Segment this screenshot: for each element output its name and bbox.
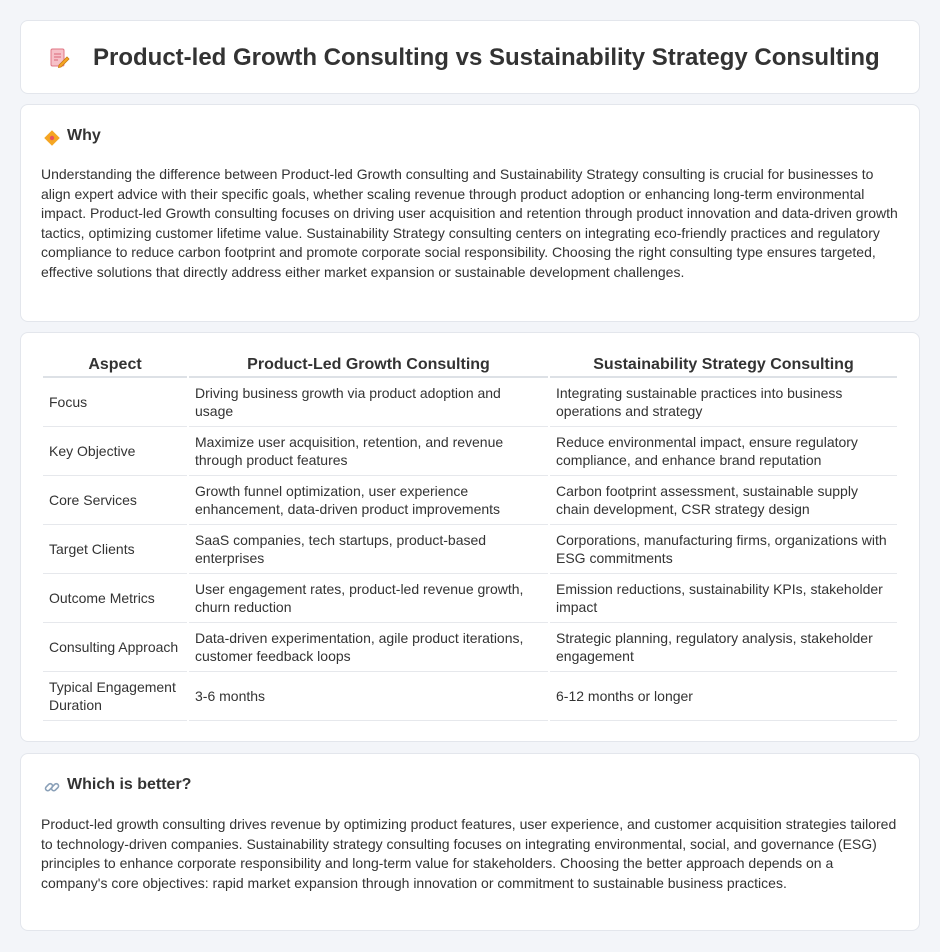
table-row [43,574,897,623]
row-sustainability: Reduce environmental impact, ensure regulatory compliance, and enhance brand reputation [550,427,897,476]
row-aspect: Consulting Approach [43,623,187,672]
why-section [20,104,920,322]
row-aspect: Target Clients [43,525,187,574]
row-sustainability: Integrating sustainable practices into business operations and strategy [550,378,897,427]
row-product-led: Data-driven experimentation, agile product iterations, customer feedback loops [189,623,548,672]
row-aspect: Typical Engagement Duration [43,672,187,721]
row-sustainability: Carbon footprint assessment, sustainable supply chain development, CSR strategy design [550,476,897,525]
diamond-icon [43,129,61,147]
table-row [43,427,897,476]
which-section [20,753,920,931]
table-row [43,525,897,574]
table-row [43,378,897,427]
which-text: Product-led growth consulting drives revenue by optimizing product features, user experience, and customer acquisition strategies tailored to technology-driven companies. Sustainability strategy consulting focuses on integrating environmental, social, and governance (ESG) principles to enhance corporate responsibility and long-term value for stakeholders. Choosing the better approach depends on a company's core objectives: rapid market expansion through innovation or commitment to sustainable business practices. [41,816,897,891]
row-product-led: Maximize user acquisition, retention, and revenue through product features [189,427,548,476]
why-text: Understanding the difference between Product-led Growth consulting and Sustainability Strategy consulting is crucial for businesses to align expert advice with their specific goals, whether scaling revenue through product adoption or enhancing long-term environmental impact. Product-led Growth consulting focuses on driving user acquisition and retention through product innovation and data-driven growth tactics, optimizing customer lifetime value. Sustainability Strategy consulting centers on integrating eco-friendly practices and regulatory compliance to reduce carbon footprint and promote corporate social responsibility. Choosing the right consulting type ensures targeted, effective solutions that directly address either market expansion or sustainable development challenges. [41,166,898,280]
row-sustainability: Emission reductions, sustainability KPIs, stakeholder impact [550,574,897,623]
why-title: Why [67,127,101,144]
header-product-led: Product-Led Growth Consulting [189,354,548,378]
row-product-led: Growth funnel optimization, user experience enhancement, data-driven product improvements [189,476,548,525]
header-aspect: Aspect [43,354,187,378]
row-aspect: Outcome Metrics [43,574,187,623]
table-row [43,623,897,672]
row-product-led: 3-6 months [189,672,548,721]
row-sustainability: Strategic planning, regulatory analysis, stakeholder engagement [550,623,897,672]
table-row [43,672,897,721]
which-title: Which is better? [67,776,192,793]
row-product-led: SaaS companies, tech startups, product-based enterprises [189,525,548,574]
row-product-led: User engagement rates, product-led revenue growth, churn reduction [189,574,548,623]
title-card [20,20,920,94]
row-sustainability: 6-12 months or longer [550,672,897,721]
comparison-table [41,354,899,721]
row-aspect: Key Objective [43,427,187,476]
row-product-led: Driving business growth via product adoption and usage [189,378,548,427]
header-sustainability: Sustainability Strategy Consulting [550,354,897,378]
link-icon [43,778,61,796]
row-sustainability: Corporations, manufacturing firms, organizations with ESG commitments [550,525,897,574]
row-aspect: Focus [43,378,187,427]
row-aspect: Core Services [43,476,187,525]
edit-document-icon [48,47,70,69]
page-title: Product-led Growth Consulting vs Sustainability Strategy Consulting [93,44,880,71]
table-row [43,476,897,525]
comparison-section [20,332,920,742]
table-header-row [43,354,897,378]
